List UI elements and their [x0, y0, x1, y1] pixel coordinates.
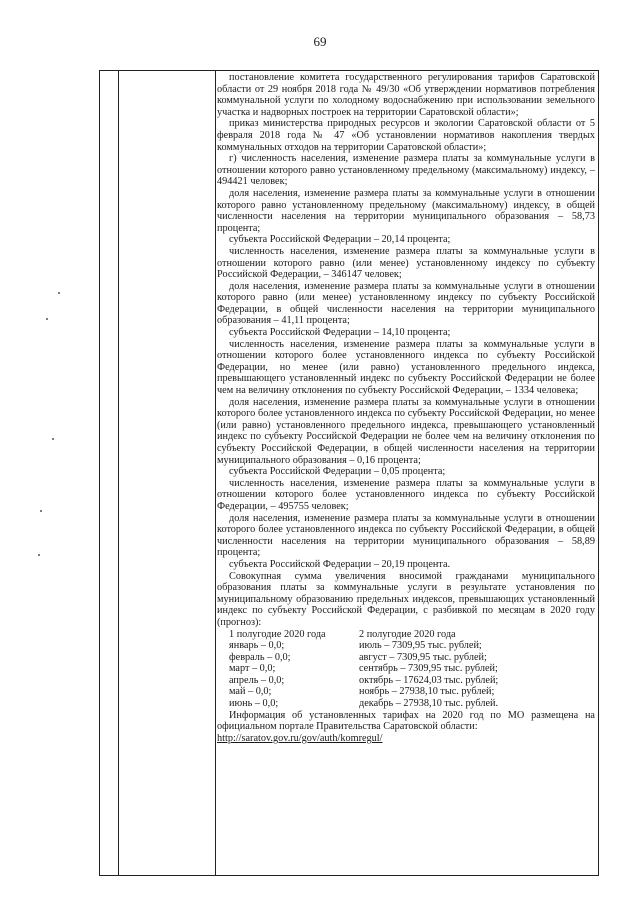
first-half-title: 1 полугодие 2020 года	[229, 628, 326, 640]
month-item: февраль – 0,0;	[229, 651, 291, 663]
paragraph: субъекта Российской Федерации – 0,05 процента;	[229, 466, 446, 478]
portal-url[interactable]: http://saratov.gov.ru/gov/auth/komregul/	[217, 732, 383, 744]
second-half-title: 2 полугодие 2020 года	[359, 628, 456, 640]
paragraph: субъекта Российской Федерации – 20,19 процента.	[229, 558, 451, 570]
paragraph: доля населения, изменение размера платы за коммунальные услуги в отношении которого более установленного индекса по субъекту Российской Федерации, но менее (или равно) установленного предельного индекса, превышающего установленный индекс по субъекту Российской Федерации не более чем на величину отклонения по субъекту Российской Федерации, в общей численности населения на территории муниципального образования – 0,16 процента;	[217, 396, 595, 466]
scan-speck	[58, 292, 60, 294]
paragraph: численность населения, изменение размера платы за коммунальные услуги в отношении которого более установленного индекса по субъекту Российской Федерации, – 495755 человек;	[217, 477, 595, 512]
month-item: апрель – 0,0;	[229, 674, 285, 686]
month-item: июль – 7309,95 тыс. рублей;	[359, 640, 482, 652]
month-item: октябрь – 17624,03 тыс. рублей;	[359, 674, 499, 686]
portal-link[interactable]	[217, 733, 595, 745]
paragraph: доля населения, изменение размера платы за коммунальные услуги в отношении которого равно (или менее) установленному индексу по субъекту Российской Федерации, в общей численности населения на территории муниципального образования – 41,11 процента;	[217, 280, 595, 327]
scan-speck	[46, 318, 48, 320]
paragraph: численность населения, изменение размера платы за коммунальные услуги в отношении которого равно (или менее) установленному индексу по субъекту Российской Федерации, – 346147 человек;	[217, 245, 595, 281]
column-divider	[118, 71, 119, 875]
month-item: июнь – 0,0;	[229, 698, 279, 710]
month-item: сентябрь – 7309,95 тыс. рублей;	[359, 663, 498, 675]
scan-speck	[52, 438, 54, 440]
month-item: ноябрь – 27938,10 тыс. рублей;	[359, 686, 495, 698]
month-item: январь – 0,0;	[229, 640, 285, 652]
paragraph: доля населения, изменение размера платы за коммунальные услуги в отношении которого более установленного индекса по субъекту Российской Федерации, в общей численности населения на территории муниципального образования – 58,89 процента;	[217, 512, 595, 559]
scan-speck	[40, 510, 42, 512]
paragraph: постановление комитета государственного регулирования тарифов Саратовской области от 29 ноября 2018 года № 49/30 «Об утверждении нормативов потребления коммунальной услуги по холодному водоснабжению при использовании земельного участка и надворных построек на территории Саратовской области»;	[217, 72, 595, 118]
monthly-forecast	[217, 629, 595, 710]
month-item: декабрь – 27938,10 тыс. рублей.	[359, 698, 499, 710]
month-item: август – 7309,95 тыс. рублей;	[359, 651, 487, 663]
paragraph: г) численность населения, изменение размера платы за коммунальные услуги в отношении которого равно установленному предельному (максимальному) индексу, – 494421 человек;	[217, 153, 595, 188]
first-half-column	[217, 629, 359, 710]
paragraph: доля населения, изменение размера платы за коммунальные услуги в отношении которого равно установленному предельному (максимальному) индексу, в общей численности населения на территории муниципального образования – 58,73 процента;	[217, 187, 595, 234]
month-item: май – 0,0;	[229, 686, 272, 698]
paragraph: субъекта Российской Федерации – 20,14 процента;	[229, 234, 451, 246]
page-number: 69	[313, 34, 327, 49]
text-cell	[217, 72, 595, 744]
second-half-column	[359, 629, 595, 710]
month-item: март – 0,0;	[229, 663, 276, 675]
paragraph: субъекта Российской Федерации – 14,10 процента;	[229, 327, 451, 339]
paragraph: приказ министерства природных ресурсов и экологии Саратовской области от 5 февраля 2018 года № 47 «Об установлении нормативов накопления твердых коммунальных отходов на территории Саратовской области»;	[217, 118, 595, 153]
scan-speck	[38, 554, 40, 556]
column-divider	[215, 71, 216, 875]
closing-paragraph: Информация об установленных тарифах на 2020 год по МО размещена на официальном портале Правительства Саратовской области:	[217, 709, 595, 733]
paragraph: численность населения, изменение размера платы за коммунальные услуги в отношении которого более установленного индекса по субъекту Российской Федерации, но менее (или равно) установленного предельного индекса, превышающего установленный индекс по субъекту Российской Федерации не более чем на величину отклонения по субъекту Российской Федерации, – 1334 человека;	[217, 338, 595, 397]
paragraph: Совокупная сумма увеличения вносимой гражданами муниципального образования платы за коммунальные услуги в результате установления по муниципальному образованию предельных индексов, превышающих установленный индекс по субъекту Российской Федерации, с разбивкой по месяцам в 2020 году (прогноз):	[217, 570, 595, 628]
table-frame	[99, 70, 599, 876]
